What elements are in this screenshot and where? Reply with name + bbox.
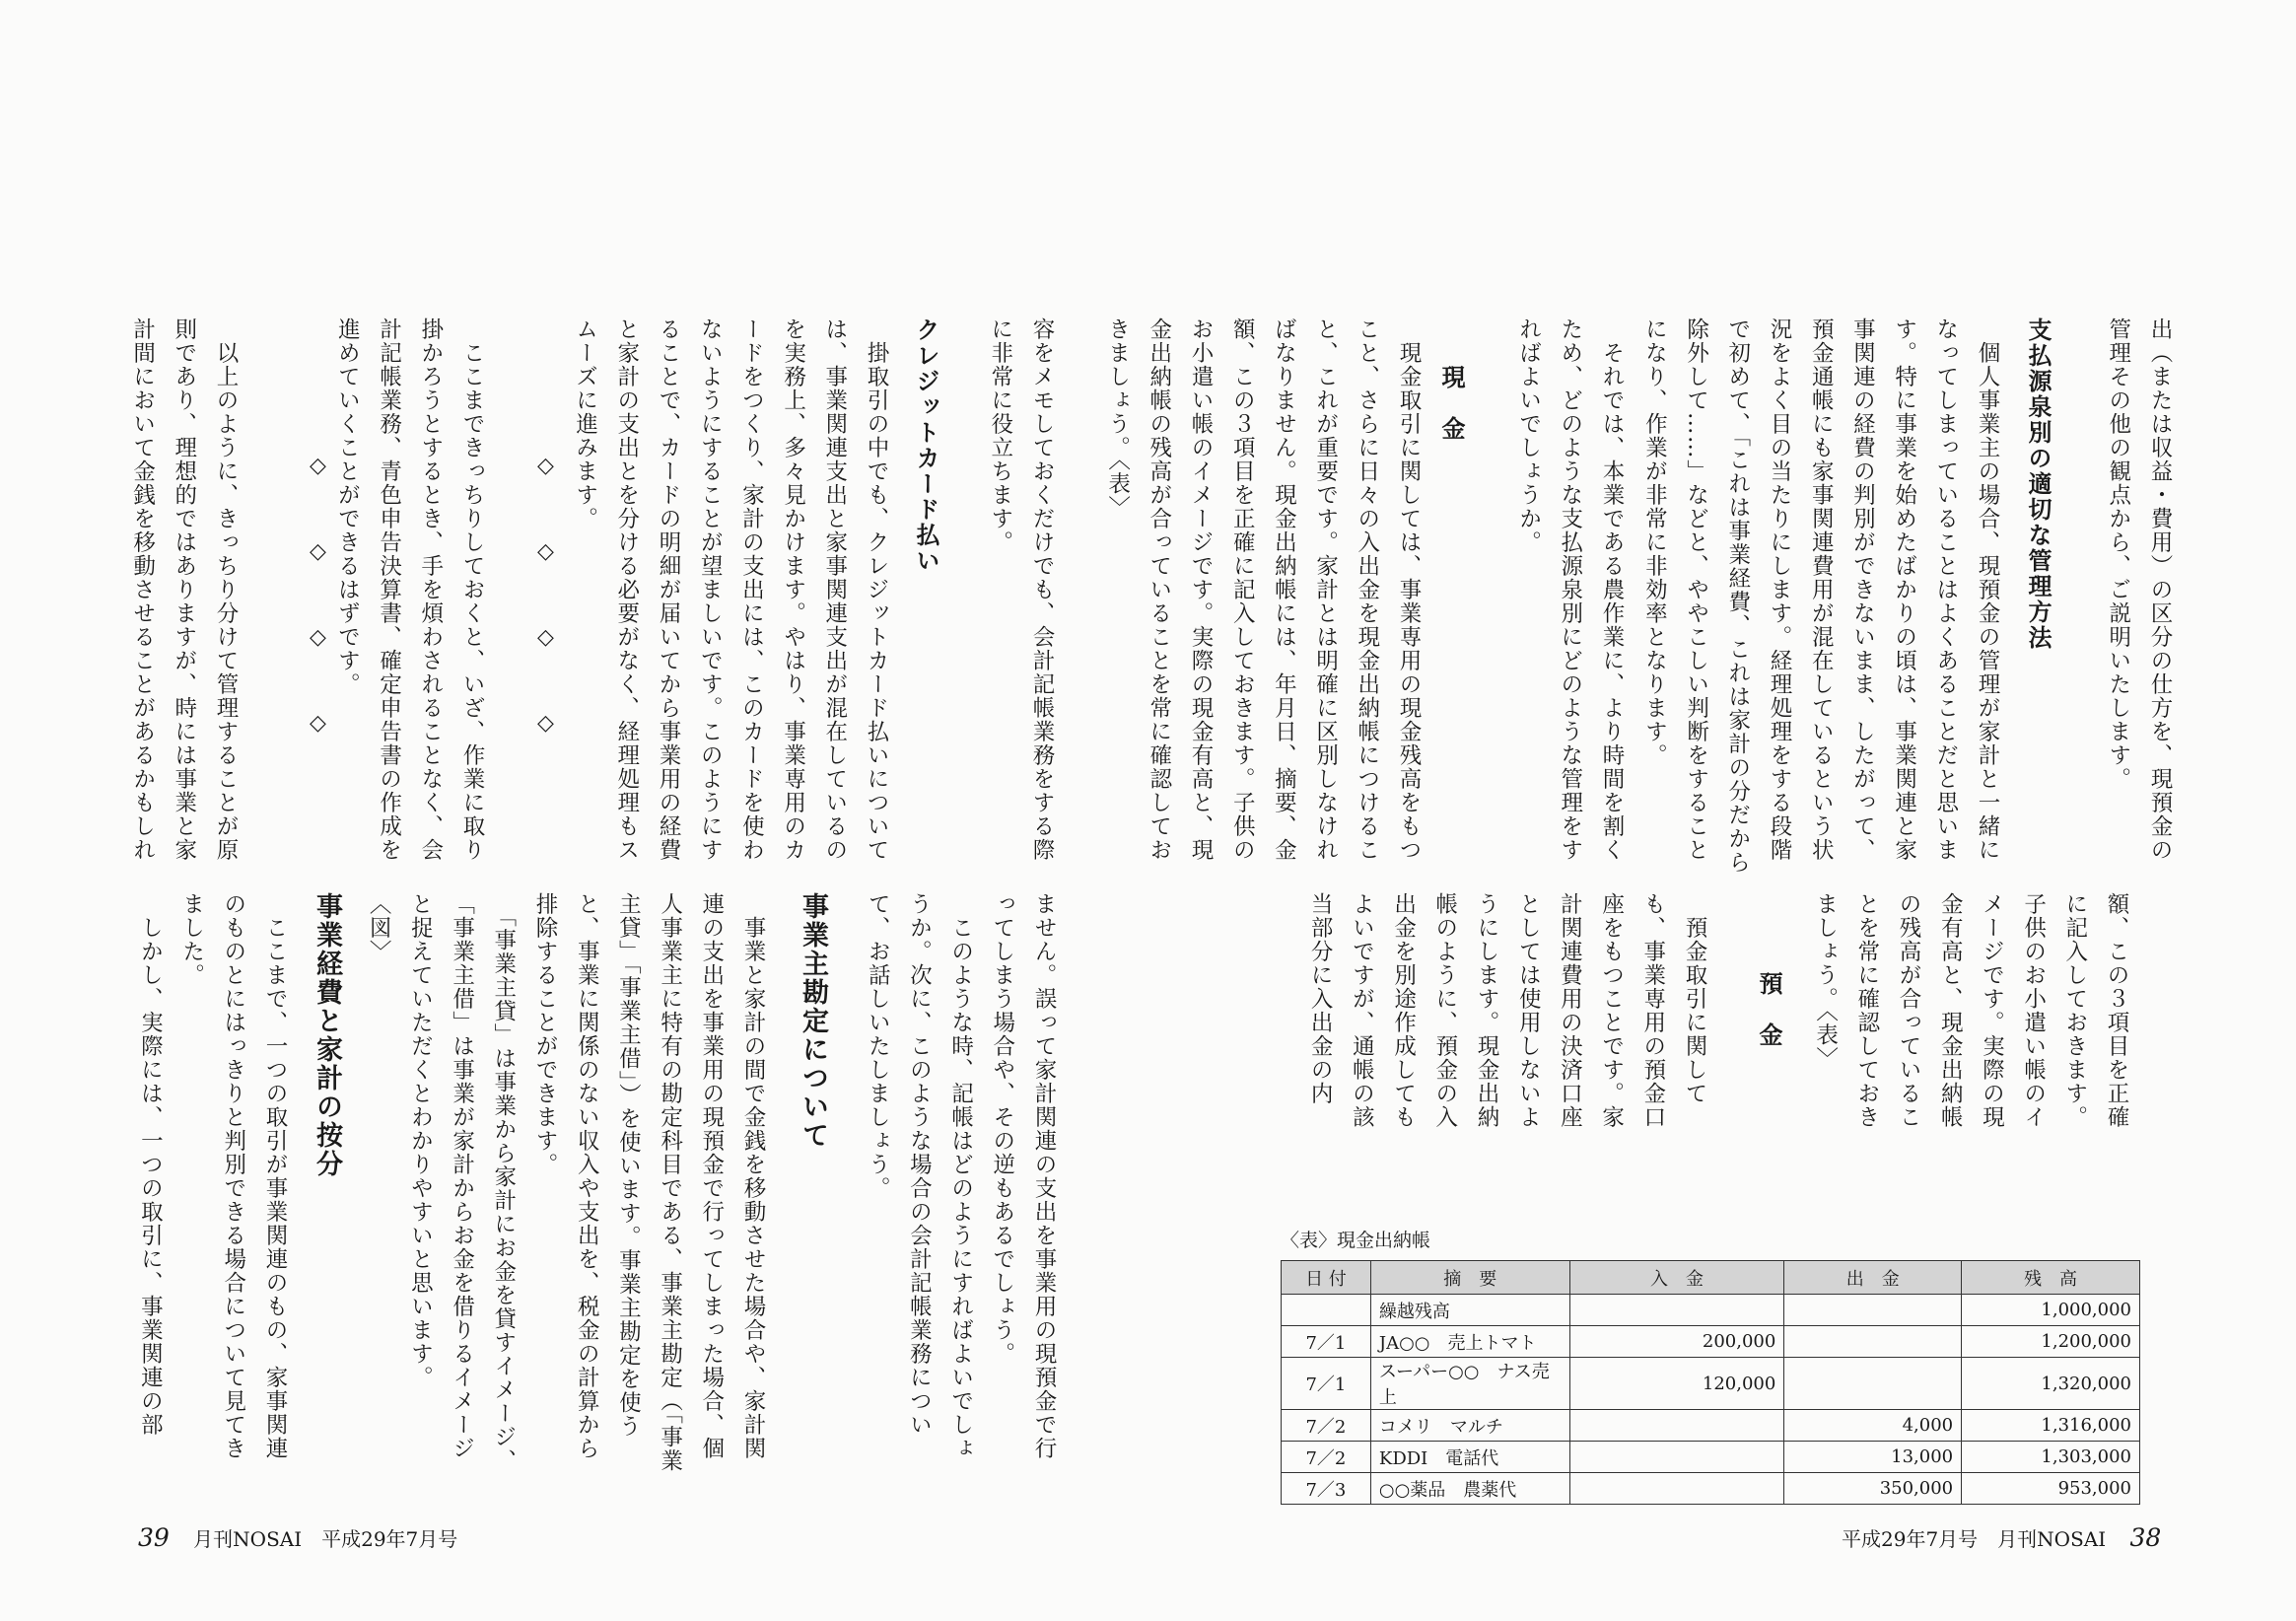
cell-balance: 953,000	[1962, 1473, 2140, 1505]
header-income: 入 金	[1569, 1261, 1784, 1295]
cell-expense	[1784, 1326, 1962, 1358]
paragraph-conclusion: 以上のように、きっちり分けて管理することが原則であり、理想的ではありますが、時には事業と家計間において金銭を移動させることがあるかもしれ	[129, 317, 239, 862]
cell-expense: 350,000	[1784, 1473, 1962, 1505]
cell-expense: 13,000	[1784, 1442, 1962, 1473]
page-number-39: 39	[138, 1523, 170, 1552]
owner-account-heading: 事業主勘定について	[798, 892, 828, 1150]
cell-date	[1282, 1295, 1371, 1326]
header-balance: 残 高	[1962, 1261, 2140, 1295]
table-row	[1282, 1326, 2140, 1358]
table-row	[1282, 1295, 2140, 1326]
deposit-heading: 預 金	[1755, 971, 1782, 1048]
cell-balance: 1,320,000	[1962, 1358, 2140, 1410]
allocation-paragraph: ここまで、一つの取引が事業関連のもの、家事関連のものとにはっきりと判別できる場合について見てきました。 しかし、実際には、一つの取引に、事業関連の部	[137, 892, 288, 1460]
credit-card-paragraph: 掛取引の中でも、クレジットカード払いについては、事業関連支出と家事関連支出が混在しているのを実務上、多々見かけます。やはり、事業専用のカードをつくり、家計の支出には、このカードを使わないようにすることが望ましいです。このようにすることで、カードの明細が届いてから事業用の経費と家計の支出とを分ける必要がなく、経理処理もスムーズに進みます。	[572, 317, 889, 862]
cell-income	[1569, 1473, 1784, 1505]
header-date: 日 付	[1282, 1261, 1371, 1295]
table-header-row	[1282, 1261, 2140, 1295]
section-divider-diamonds: ◇ ◇ ◇ ◇	[533, 454, 558, 755]
cell-balance: 1,200,000	[1962, 1326, 2140, 1358]
cell-description: KDDI 電話代	[1370, 1442, 1569, 1473]
cell-description: 繰越残高	[1370, 1295, 1569, 1326]
magazine-info: 月刊NOSAI 平成29年7月号	[193, 1527, 458, 1551]
cell-income	[1569, 1410, 1784, 1442]
table-row	[1282, 1473, 2140, 1505]
cell-balance: 1,316,000	[1962, 1410, 2140, 1442]
cell-balance: 1,303,000	[1962, 1442, 2140, 1473]
paragraph-transition: ません。誤って家計関連の支出を事業用の現預金で行ってしまう場合や、その逆もあるでしょう。 このような時、記帳はどのようにすればよいでしょうか。次に、このような場合の会計記帳業務について、お話しいたしましょう。	[865, 892, 1057, 1460]
cell-expense: 4,000	[1784, 1410, 1962, 1442]
right-footer	[1842, 1523, 2161, 1552]
cell-date: 7／1	[1282, 1358, 1371, 1410]
cell-balance: 1,000,000	[1962, 1295, 2140, 1326]
cell-description: ○○薬品 農薬代	[1370, 1473, 1569, 1505]
header-expense: 出 金	[1784, 1261, 1962, 1295]
cash-book-table	[1281, 1226, 2140, 1505]
page-number-38: 38	[2129, 1523, 2162, 1552]
section-title: 支払源泉別の適切な管理方法	[2024, 317, 2052, 651]
paragraph-personal-business: 個人事業主の場合、現預金の管理が家計と一緒になってしまっていることはよくあることだと思います。特に事業を始めたばかりの頃は、事業関連と家事関連の経費の判別ができないまま、したがって、預金通帳にも家事関連費用が混在しているという状況をよく目の当たりにします。経理処理をする段階で初めて、「これは事業経費、これは家計の分だから除外して……」などと、ややこしい判断をすることになり、作業が非常に非効率となります。	[1641, 317, 2000, 875]
credit-card-heading: クレジットカード払い	[912, 317, 939, 574]
intro-paragraph: 出（または収益・費用）の区分の仕方を、現預金の管理その他の観点から、ご説明いたします。	[2105, 317, 2173, 862]
left-footer	[138, 1523, 457, 1552]
cell-expense	[1784, 1358, 1962, 1410]
cell-income: 120,000	[1569, 1358, 1784, 1410]
cell-date: 7／3	[1282, 1473, 1371, 1505]
cell-income	[1569, 1442, 1784, 1473]
allocation-heading: 事業経費と家計の按分	[312, 892, 342, 1178]
cell-income	[1569, 1295, 1784, 1326]
table-row	[1282, 1442, 2140, 1473]
table-caption: 〈表〉現金出納帳	[1281, 1230, 1431, 1251]
cell-description: スーパー○○ ナス売上	[1370, 1358, 1569, 1410]
cell-description: JA○○ 売上トマト	[1370, 1326, 1569, 1358]
section-divider-diamonds: ◇ ◇ ◇ ◇	[306, 454, 330, 755]
cash-paragraph-top: 現金取引に関しては、事業専用の現金残高をもつこと、さらに日々の入出金を現金出納帳につけること、これが重要です。家計とは明確に区別しなければなりません。現金出納帳には、年月日、摘要、金額、この３項目を正確に記入しておきます。子供のお小遣い帳のイメージです。実際の現金有高と、現金出納帳の残高が合っていることを常に確認しておきましょう。〈表〉	[1104, 317, 1422, 862]
table-row	[1282, 1358, 2140, 1410]
paragraph-how-to-manage: それでは、本業である農作業に、より時間を割くため、どのような支払源泉別にどのような管理をすればよいでしょうか。	[1515, 317, 1625, 862]
owner-account-paragraph: 事業と家計の間で金銭を移動させた場合や、家計関連の支出を事業用の現預金で行ってしまった場合、個人事業主に特有の勘定科目である、事業主勘定（「事業主貸」「事業主借」）を使います。事業主勘定を使うと、事業に関係のない収入や支出を、税金の計算から排除することができます。 「事業主貸」は事業から家計にお金を貸すイメージ、「事業主借」は事業が家計からお金を借りるイメージと捉えていただくとわかりやすいと思います。 〈図〉	[366, 892, 766, 1473]
cell-income: 200,000	[1569, 1326, 1784, 1358]
magazine-info: 平成29年7月号 月刊NOSAI	[1842, 1527, 2107, 1551]
cell-date: 7／2	[1282, 1442, 1371, 1473]
deposit-paragraph: 預金取引に関しても、事業専用の預金口座をもつことです。家計関連費用の決済口座としては使用しないようにします。現金出納帳のように、預金の入出金を別途作成してもよいですが、通帳の該当部分に入出金の内	[1307, 892, 1707, 1129]
cell-date: 7／2	[1282, 1410, 1371, 1442]
paragraph-preparation: ここまできっちりしておくと、いざ、作業に取り掛かろうとするとき、手を煩わされることなく、会計記帳業務、青色申告決算書、確定申告書の作成を進めていくことができるはずです。	[334, 317, 485, 862]
header-description: 摘 要	[1370, 1261, 1569, 1295]
cash-paragraph-continued: 額、この３項目を正確に記入しておきます。子供のお小遣い帳のイメージです。実際の現金有高と、現金出納帳の残高が合っていることを常に確認しておきましょう。〈表〉	[1812, 892, 2129, 1129]
cash-heading: 現 金	[1437, 365, 1465, 442]
top-paragraph: 容をメモしておくだけでも、会計記帳業務をする際に非常に役立ちます。	[987, 317, 1055, 862]
cell-description: コメリ マルチ	[1370, 1410, 1569, 1442]
cell-expense	[1784, 1295, 1962, 1326]
table-row	[1282, 1410, 2140, 1442]
cell-date: 7／1	[1282, 1326, 1371, 1358]
